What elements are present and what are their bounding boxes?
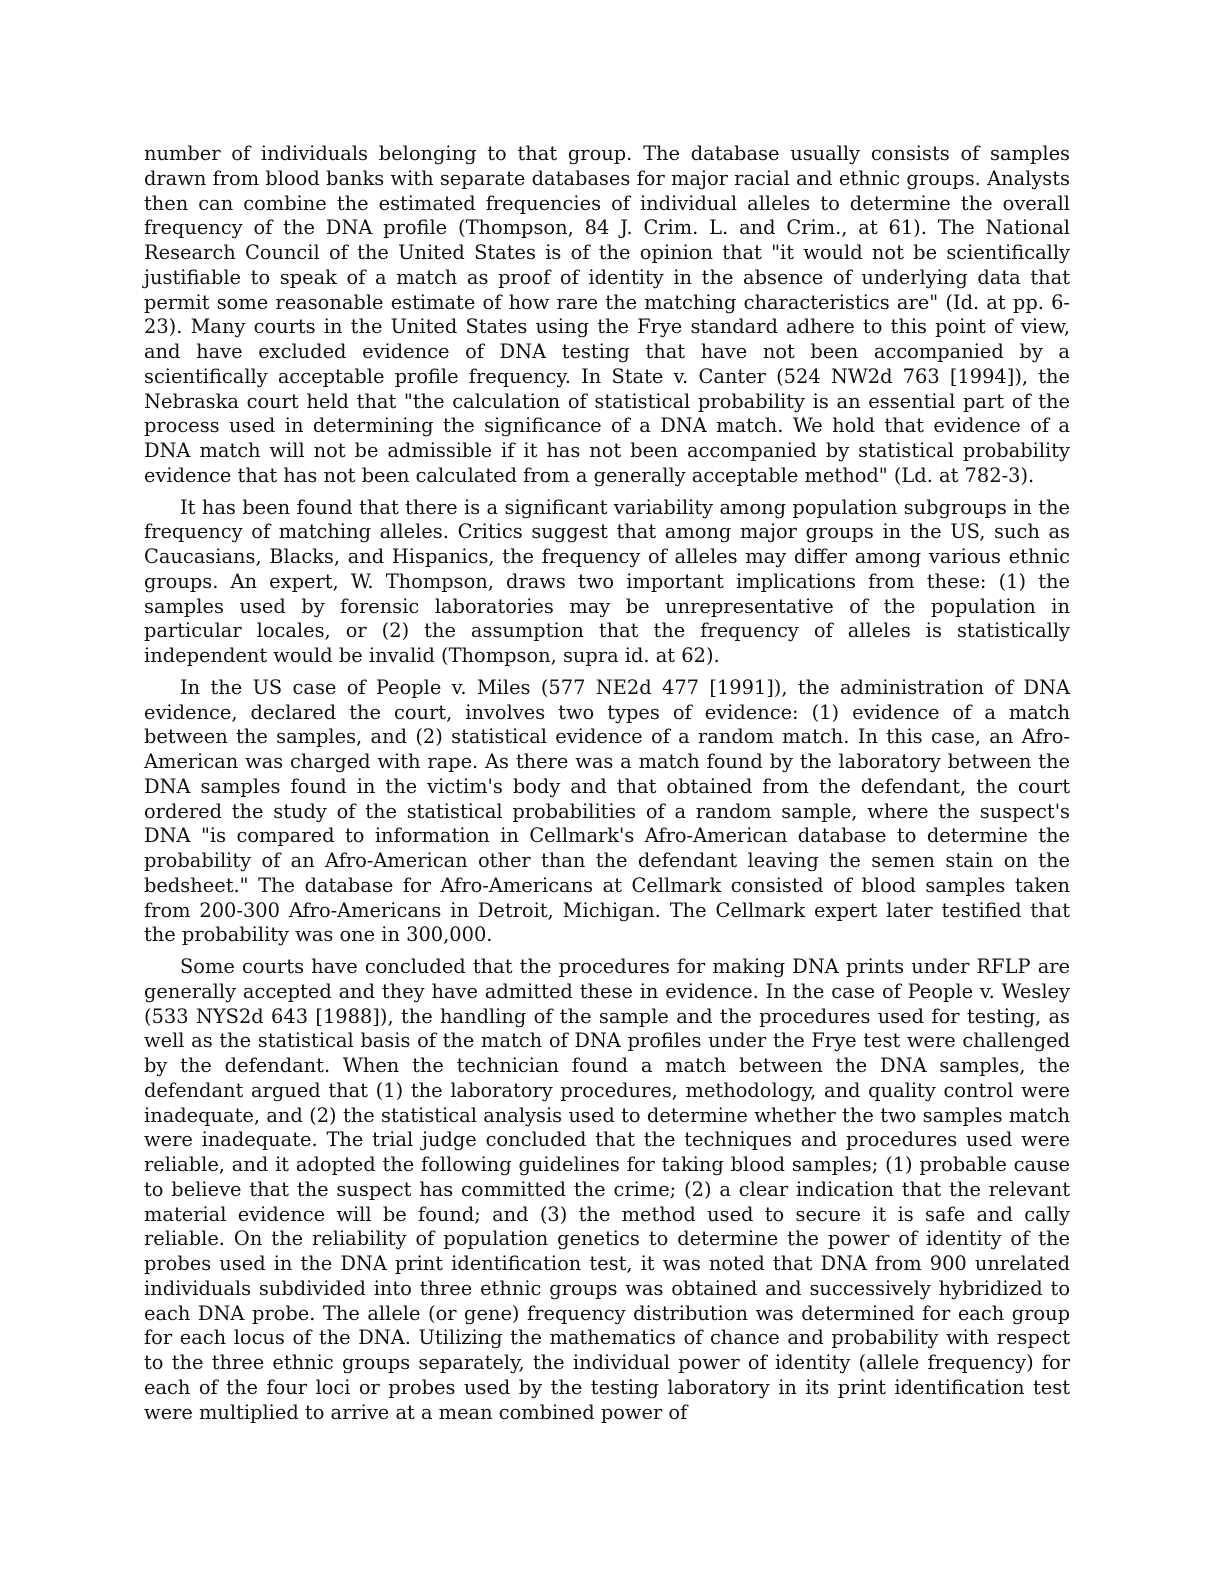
- paragraph-people-v-miles: In the US case of People v. Miles (577 NE2d 477 [1991]), the administration of DNA evidence, declared the court, involves two types of evidence: (1) evidence of a match between the samples, and (2) statistical evidence of a random match. In this case, an Afro-American was charged with rape. As there was a match found by the laboratory between the DNA samples found in the victim's body and that obtained from the defendant, the court ordered the study of the statistical probabilities of a random sample, where the suspect's DNA "is compared to information in Cellmark's Afro-American database to determine the probability of an Afro-American other than the defendant leaving the semen stain on the bedsheet." The database for Afro-Americans at Cellmark consisted of blood samples taken from 200-300 Afro-Americans in Detroit, Michigan. The Cellmark expert later testified that the probability was one in 300,000.: [144, 675, 1070, 947]
- paragraph-continuation: number of individuals belonging to that group. The database usually consists of samples drawn from blood banks with separate databases for major racial and ethnic groups. Analysts then can combine the estimated frequencies of individual alleles to determine the overall frequency of the DNA profile (Thompson, 84 J. Crim. L. and Crim., at 61). The National Research Council of the United States is of the opinion that "it would not be scientifically justifiable to speak of a match as proof of identity in the absence of underlying data that permit some reasonable estimate of how rare the matching characteristics are" (Id. at pp. 6-23). Many courts in the United States using the Frye standard adhere to this point of view, and have excluded evidence of DNA testing that have not been accompanied by a scientifically acceptable profile frequency. In State v. Canter (524 NW2d 763 [1994]), the Nebraska court held that "the calculation of statistical probability is an essential part of the process used in determining the significance of a DNA match. We hold that evidence of a DNA match will not be admissible if it has not been accompanied by statistical probability evidence that has not been calculated from a generally acceptable method" (Ld. at 782-3).: [144, 142, 1070, 487]
- paragraph-people-v-wesley: Some courts have concluded that the procedures for making DNA prints under RFLP are generally accepted and they have admitted these in evidence. In the case of People v. Wesley (533 NYS2d 643 [1988]), the handling of the sample and the procedures used for testing, as well as the statistical basis of the match of DNA profiles under the Frye test were challenged by the defendant. When the technician found a match between the DNA samples, the defendant argued that (1) the laboratory procedures, methodology, and quality control were inadequate, and (2) the statistical analysis used to determine whether the two samples match were inadequate. The trial judge concluded that the techniques and procedures used were reliable, and it adopted the following guidelines for taking blood samples; (1) probable cause to believe that the suspect has committed the crime; (2) a clear indication that the relevant material evidence will be found; and (3) the method used to secure it is safe and cally reliable. On the reliability of population genetics to determine the power of identity of the probes used in the DNA print identification test, it was noted that DNA from 900 unrelated individuals subdivided into three ethnic groups was obtained and successively hybridized to each DNA probe. The allele (or gene) frequency distribution was determined for each group for each locus of the DNA. Utilizing the mathematics of chance and probability with respect to the three ethnic groups separately, the individual power of identity (allele frequency) for each of the four loci or probes used by the testing laboratory in its print identification test were multiplied to arrive at a mean combined power of: [144, 955, 1070, 1424]
- document-page: [144, 142, 1070, 1432]
- paragraph-allele-variability: It has been found that there is a significant variability among population subgroups in the frequency of matching alleles. Critics suggest that among major groups in the US, such as Caucasians, Blacks, and Hispanics, the frequency of alleles may differ among various ethnic groups. An expert, W. Thompson, draws two important implications from these: (1) the samples used by forensic laboratories may be unrepresentative of the population in particular locales, or (2) the assumption that the frequency of alleles is statistically independent would be invalid (Thompson, supra id. at 62).: [144, 495, 1070, 667]
